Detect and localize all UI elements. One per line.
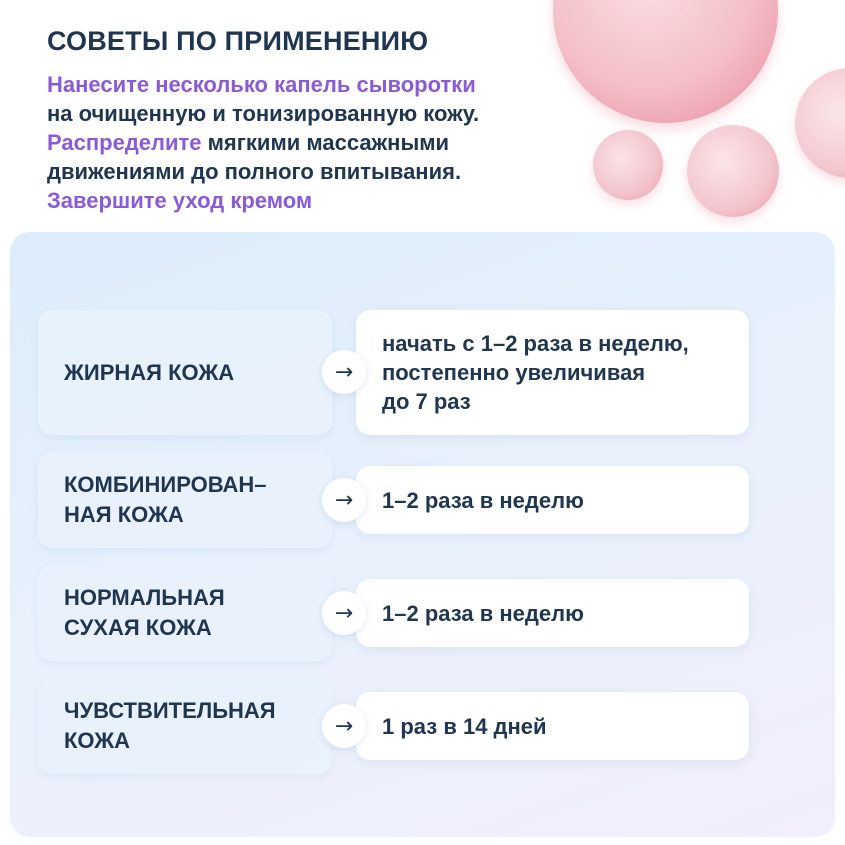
instruction-line: Завершите уход кремом — [47, 188, 313, 213]
page-title: СОВЕТЫ ПО ПРИМЕНЕНИЮ — [47, 26, 429, 56]
frequency-label: 1–2 раза в неделю — [382, 487, 584, 513]
frequency-card-oily — [356, 310, 749, 435]
frequency-card-sensitive — [356, 692, 749, 760]
skin-type-card-normal-dry — [38, 565, 332, 661]
instruction-accent: Распределите — [47, 130, 202, 155]
usage-instructions — [47, 70, 607, 215]
instruction-line: на очищенную и тонизированную кожу. — [47, 101, 480, 126]
frequency-label: начать с 1–2 раза в неделю, постепенно увеличивая до 7 раз — [382, 331, 689, 414]
frequency-label: 1 раз в 14 дней — [382, 713, 547, 739]
skin-type-card-sensitive — [38, 678, 332, 774]
frequency-label: 1–2 раза в неделю — [382, 600, 584, 626]
skin-type-card-oily — [38, 310, 332, 435]
skin-type-label: ЧУВСТВИТЕЛЬНАЯ КОЖА — [64, 698, 276, 753]
instruction-line: Нанесите несколько капель сыворотки — [47, 72, 476, 97]
arrow-right-icon: → — [322, 704, 366, 748]
skin-type-card-combination — [38, 452, 332, 548]
skin-type-label: КОМБИНИРОВАН– НАЯ КОЖА — [64, 472, 267, 527]
arrow-right-icon: → — [322, 350, 366, 394]
instruction-line: движениями до полного впитывания. — [47, 159, 462, 184]
skin-type-label: НОРМАЛЬНАЯ СУХАЯ КОЖА — [64, 585, 225, 640]
arrow-right-icon: → — [322, 591, 366, 635]
skin-type-label: ЖИРНАЯ КОЖА — [64, 359, 235, 385]
frequency-card-combination — [356, 466, 749, 534]
arrow-right-icon: → — [322, 478, 366, 522]
instruction-line: мягкими массажными — [201, 130, 450, 155]
pink-bubble-edge-decoration — [795, 68, 845, 178]
pink-bubble-medium-decoration — [687, 125, 779, 217]
frequency-card-normal-dry — [356, 579, 749, 647]
